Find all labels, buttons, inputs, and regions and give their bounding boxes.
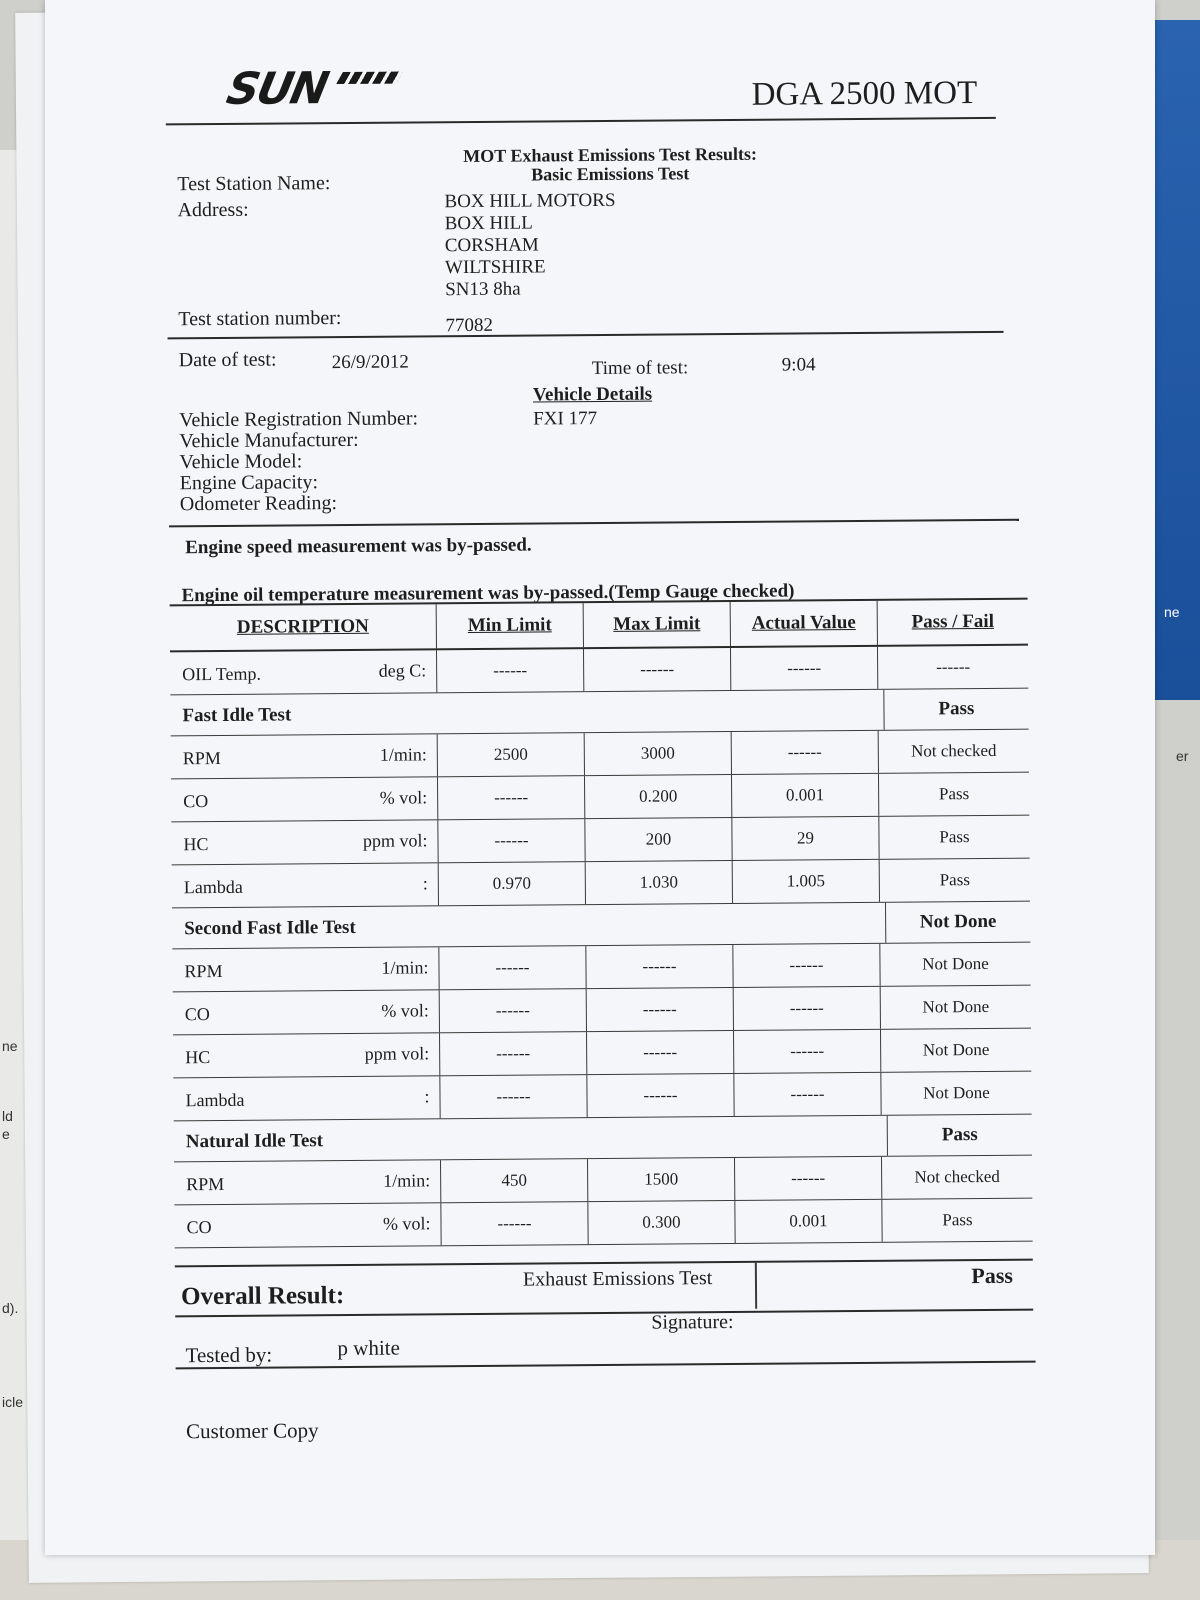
group-name: Natural Idle Test xyxy=(185,1130,324,1153)
engine-speed-note: Engine speed measurement was by-passed. xyxy=(185,534,532,559)
signature-rule xyxy=(176,1361,1036,1370)
table-row xyxy=(172,943,1030,993)
max-value: 200 xyxy=(585,818,732,861)
engine-capacity-label: Engine Capacity: xyxy=(179,471,319,495)
report-sheet xyxy=(45,0,1155,1555)
row-name: CO xyxy=(184,1004,210,1025)
background-scrap-text: ne xyxy=(2,1038,18,1054)
min-value: 0.970 xyxy=(439,862,586,905)
table-row xyxy=(174,1156,1032,1206)
table-row xyxy=(172,859,1030,909)
emissions-results-table xyxy=(170,598,1033,1249)
station-name-label: Test Station Name: xyxy=(177,172,331,196)
row-name: RPM xyxy=(186,1173,225,1195)
result-value: Pass xyxy=(939,870,970,890)
table-header-row xyxy=(170,598,1028,653)
oil-temp-note: Engine oil temperature measurement was by-passed.(Temp Gauge checked) xyxy=(181,580,795,607)
report-title: MOT Exhaust Emissions Test Results: Basic Emissions Test xyxy=(463,143,758,185)
overall-result-label: Overall Result: xyxy=(180,1282,345,1311)
row-unit: ppm vol: xyxy=(362,830,428,851)
registration-label: Vehicle Registration Number: xyxy=(179,407,419,432)
column-header-result: Pass / Fail xyxy=(911,610,995,633)
table-row-oil-temp xyxy=(170,646,1028,696)
actual-value: ------ xyxy=(731,647,878,690)
test-group-second-fast-idle xyxy=(172,902,1030,950)
odometer-label: Odometer Reading: xyxy=(179,492,338,516)
row-unit: : xyxy=(424,1086,430,1107)
max-value: ------ xyxy=(584,648,731,691)
signature-label: Signature: xyxy=(651,1310,734,1334)
table-row xyxy=(173,1029,1031,1079)
manufacturer-label: Vehicle Manufacturer: xyxy=(179,428,359,453)
column-header-actual: Actual Value xyxy=(731,601,878,646)
result-value: Not Done xyxy=(922,996,990,1017)
max-value: ------ xyxy=(587,988,734,1031)
result-value: Not Done xyxy=(922,1039,990,1060)
row-name: RPM xyxy=(184,960,223,982)
result-value: Not checked xyxy=(914,1166,1000,1187)
background-scrap-text: icle xyxy=(2,1394,24,1410)
row-unit: % vol: xyxy=(382,1213,431,1234)
overall-divider xyxy=(755,1263,757,1309)
address-label: Address: xyxy=(177,198,249,222)
overall-result-value: Pass xyxy=(971,1262,1014,1289)
group-name: Second Fast Idle Test xyxy=(184,916,356,940)
table-row xyxy=(171,730,1029,780)
max-value: 0.200 xyxy=(585,775,732,818)
actual-value: ------ xyxy=(734,1073,881,1116)
min-value: ------ xyxy=(440,989,587,1032)
row-name: Lambda xyxy=(185,1089,245,1111)
vehicle-details-heading: Vehicle Details xyxy=(532,383,653,406)
min-value: 2500 xyxy=(438,733,585,776)
row-unit: 1/min: xyxy=(381,957,429,978)
row-name: HC xyxy=(185,1047,211,1068)
overall-result-row xyxy=(175,1259,1033,1318)
actual-value: 0.001 xyxy=(735,1200,882,1243)
min-value: ------ xyxy=(439,946,586,989)
test-group-fast-idle xyxy=(170,689,1028,737)
background-scrap-text: er xyxy=(1176,748,1189,764)
table-row xyxy=(173,986,1031,1036)
tested-by-label: Tested by: xyxy=(185,1342,273,1368)
station-address: BOX HILL MOTORS BOX HILL CORSHAM WILTSHIRE SN13 8ha xyxy=(444,189,616,301)
background-scrap-text: e xyxy=(2,1126,10,1142)
actual-value: 29 xyxy=(732,817,879,860)
table-row xyxy=(174,1199,1032,1249)
station-number-label: Test station number: xyxy=(178,307,342,331)
actual-value: ------ xyxy=(733,944,880,987)
test-group-natural-idle xyxy=(174,1115,1032,1163)
model-label: Vehicle Model: xyxy=(179,450,303,474)
row-name: HC xyxy=(183,834,209,855)
actual-value: ------ xyxy=(735,1157,882,1200)
row-unit: deg C: xyxy=(378,660,427,681)
row-name: CO xyxy=(186,1217,212,1238)
test-date-label: Date of test: xyxy=(178,348,277,372)
min-value: ------ xyxy=(441,1202,588,1245)
background-scrap-text: ld xyxy=(2,1108,13,1124)
row-unit: ppm vol: xyxy=(364,1043,430,1064)
min-value: ------ xyxy=(440,1075,587,1118)
table-row xyxy=(171,773,1029,823)
actual-value: 0.001 xyxy=(732,774,879,817)
test-date: 26/9/2012 xyxy=(331,351,409,374)
section-rule xyxy=(169,519,1019,528)
row-unit: % vol: xyxy=(379,787,428,808)
brand-logo: SUN xyxy=(222,63,332,115)
group-name: Fast Idle Test xyxy=(182,704,292,727)
analyser-model: DGA 2500 MOT xyxy=(751,75,978,113)
customer-copy-label: Customer Copy xyxy=(186,1418,319,1444)
station-number: 77082 xyxy=(445,314,494,337)
tester-name: p white xyxy=(337,1335,400,1361)
min-value: ------ xyxy=(438,819,585,862)
table-row xyxy=(171,816,1029,866)
row-name: Lambda xyxy=(183,876,243,898)
result-value: Pass xyxy=(939,827,970,847)
min-value: ------ xyxy=(437,649,584,692)
registration-number: FXI 177 xyxy=(533,408,598,430)
brand-logo-stripes-icon xyxy=(336,72,403,85)
result-value: Not checked xyxy=(911,740,997,761)
min-value: 450 xyxy=(441,1159,588,1202)
column-header-min: Min Limit xyxy=(437,603,584,648)
result-value: Not Done xyxy=(923,1082,990,1103)
actual-value: ------ xyxy=(734,1030,881,1073)
max-value: 1.030 xyxy=(586,861,733,904)
test-time-label: Time of test: xyxy=(591,357,689,380)
row-unit: % vol: xyxy=(381,1000,429,1021)
row-unit: 1/min: xyxy=(383,1170,431,1191)
row-name: OIL Temp. xyxy=(182,663,261,685)
max-value: ------ xyxy=(586,945,733,988)
section-rule xyxy=(168,331,1004,340)
result-value: ------ xyxy=(936,657,971,677)
result-value: Pass xyxy=(938,784,970,804)
row-unit: : xyxy=(422,873,428,894)
actual-value: 1.005 xyxy=(733,860,880,903)
row-name: CO xyxy=(183,791,209,812)
background-scrap-text: d). xyxy=(2,1300,19,1316)
column-header-description: DESCRIPTION xyxy=(170,604,437,650)
min-value: ------ xyxy=(438,776,585,819)
column-header-max: Max Limit xyxy=(584,602,731,647)
group-result: Pass xyxy=(941,1124,978,1146)
group-result: Pass xyxy=(938,698,975,720)
group-result: Not Done xyxy=(919,910,997,933)
overall-test-name: Exhaust Emissions Test xyxy=(522,1267,713,1291)
max-value: ------ xyxy=(587,1074,734,1117)
max-value: ------ xyxy=(587,1031,734,1074)
result-value: Pass xyxy=(942,1210,973,1230)
max-value: 1500 xyxy=(588,1158,735,1201)
table-row xyxy=(173,1072,1031,1122)
row-name: RPM xyxy=(182,747,221,769)
max-value: 3000 xyxy=(585,732,732,775)
result-value: Not Done xyxy=(922,953,989,974)
max-value: 0.300 xyxy=(588,1201,735,1244)
test-time: 9:04 xyxy=(781,354,816,376)
background-scrap-text: ne xyxy=(1164,604,1180,620)
actual-value: ------ xyxy=(732,731,879,774)
header-rule xyxy=(166,117,996,126)
min-value: ------ xyxy=(440,1032,587,1075)
row-unit: 1/min: xyxy=(379,744,427,765)
actual-value: ------ xyxy=(734,987,881,1030)
